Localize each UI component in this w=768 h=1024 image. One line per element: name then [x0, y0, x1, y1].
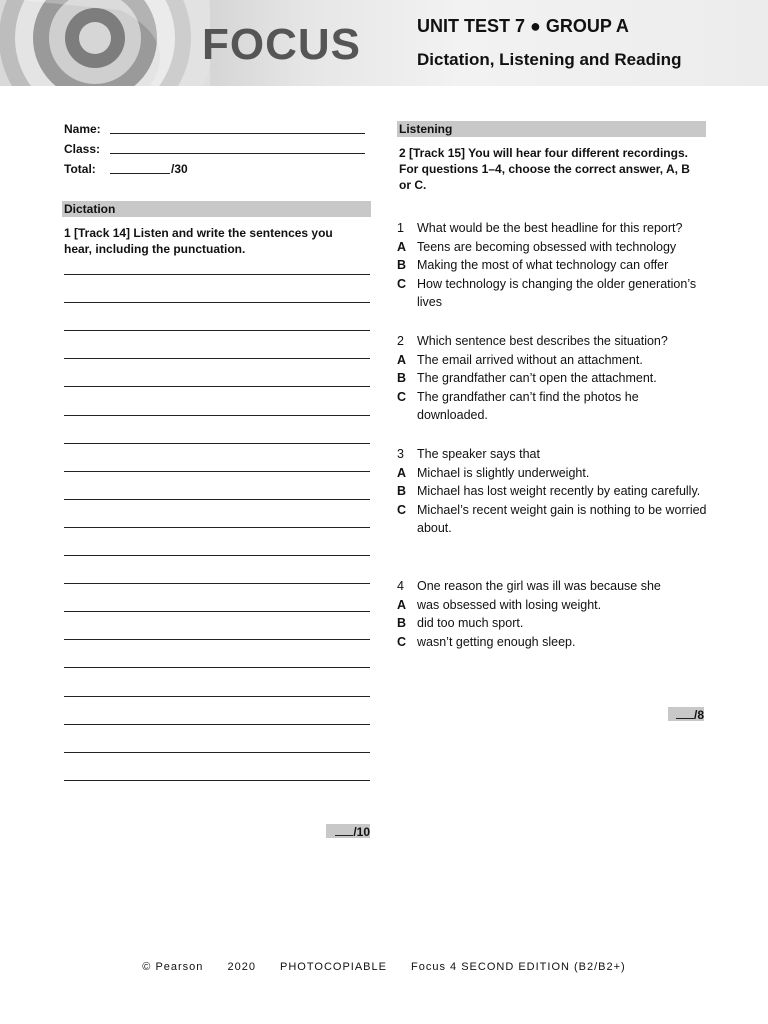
test-subtitle: Dictation, Listening and Reading — [417, 50, 682, 69]
dictation-line[interactable] — [64, 415, 370, 416]
question-2 — [397, 332, 707, 425]
test-title: UNIT TEST 7 ● GROUP A — [417, 16, 629, 36]
question-1 — [397, 219, 707, 312]
option-a[interactable]: A Teens are becoming obsessed with technology — [397, 239, 677, 254]
dictation-line[interactable] — [64, 639, 370, 640]
option-c[interactable]: C The grandfather can’t find the photos he downloaded. — [397, 389, 639, 423]
question-3 — [397, 445, 707, 538]
dictation-line[interactable] — [64, 499, 370, 500]
dictation-heading: Dictation — [62, 201, 371, 217]
dictation-line[interactable] — [64, 780, 370, 781]
dictation-line[interactable] — [64, 555, 370, 556]
question-text: The speaker says that — [417, 447, 540, 461]
question-number: 1 — [397, 221, 404, 235]
question-text: Which sentence best describes the situation? — [417, 334, 668, 348]
question-number: 3 — [397, 447, 404, 461]
dictation-line[interactable] — [64, 696, 370, 697]
option-b[interactable]: B Making the most of what technology can offer — [397, 258, 669, 273]
dictation-line[interactable] — [64, 752, 370, 753]
option-b[interactable]: B Michael has lost weight recently by eating carefully. — [397, 484, 701, 499]
focus-logo: FOCUS — [202, 20, 361, 69]
option-b[interactable]: B The grandfather can’t open the attachment. — [397, 371, 657, 386]
class-label: Class: — [64, 142, 101, 156]
question-text: One reason the girl was ill was because she — [417, 579, 661, 593]
dictation-line[interactable] — [64, 724, 370, 725]
dictation-line[interactable] — [64, 611, 370, 612]
listening-score-max: /8 — [693, 708, 704, 722]
dictation-line[interactable] — [64, 330, 370, 331]
option-b[interactable]: B did too much sport. — [397, 616, 524, 631]
question-number: 2 — [397, 334, 404, 348]
footer-photocopiable: PHOTOCOPIABLE — [280, 961, 387, 973]
dictation-line[interactable] — [64, 302, 370, 303]
name-field[interactable] — [110, 133, 365, 134]
footer-copyright: © Pearson — [142, 961, 204, 973]
listening-heading: Listening — [397, 121, 706, 137]
dictation-line[interactable] — [64, 471, 370, 472]
dictation-line[interactable] — [64, 386, 370, 387]
name-label: Name: — [64, 122, 101, 136]
dictation-line[interactable] — [64, 583, 370, 584]
question-number: 4 — [397, 579, 404, 593]
dictation-score — [326, 824, 370, 838]
class-field[interactable] — [110, 153, 365, 154]
footer-year: 2020 — [227, 961, 256, 973]
listening-instruction: 2 [Track 15] You will hear four different recordings. For questions 1–4, choose the correct answer, A, B or C. — [399, 146, 690, 192]
dictation-line[interactable] — [64, 527, 370, 528]
option-c[interactable]: C wasn’t getting enough sleep. — [397, 634, 576, 649]
dictation-instruction: 1 [Track 14] Listen and write the sentences you hear, including the punctuation. — [64, 226, 333, 256]
option-a[interactable]: A Michael is slightly underweight. — [397, 465, 590, 480]
question-4 — [397, 577, 707, 651]
dictation-line[interactable] — [64, 358, 370, 359]
total-max: /30 — [171, 162, 188, 176]
option-c[interactable]: C How technology is changing the older generation’s lives — [397, 276, 697, 310]
listening-score — [668, 707, 704, 721]
option-a[interactable]: A was obsessed with losing weight. — [397, 597, 602, 612]
option-a[interactable]: A The email arrived without an attachment. — [397, 352, 643, 367]
logo-graphic — [0, 0, 210, 86]
page-header — [0, 0, 768, 86]
dictation-line[interactable] — [64, 274, 370, 275]
dictation-score-max: /10 — [353, 825, 370, 839]
total-label: Total: — [64, 162, 96, 176]
page-footer — [0, 961, 768, 973]
dictation-line[interactable] — [64, 443, 370, 444]
option-c[interactable]: C Michael’s recent weight gain is nothing to be worried about. — [397, 502, 707, 536]
dictation-line[interactable] — [64, 667, 370, 668]
question-text: What would be the best headline for this report? — [417, 221, 683, 235]
total-field[interactable] — [110, 173, 170, 174]
footer-edition: Focus 4 SECOND EDITION (B2/B2+) — [411, 961, 626, 973]
